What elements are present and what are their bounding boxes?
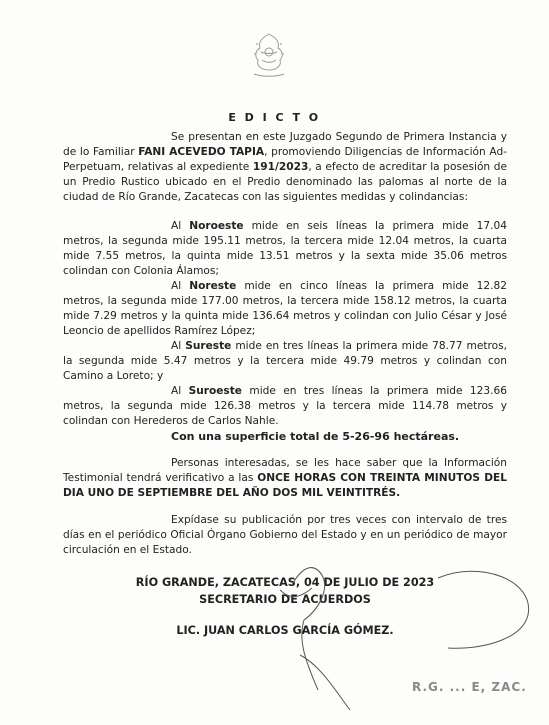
total-surface: Con una superficie total de 5-26-96 hectáreas. xyxy=(171,430,460,443)
edict-body xyxy=(63,130,507,639)
publication-paragraph: Expídase su publicación por tres veces con intervalo de tres días en el periódico Oficial Órgano Gobierno del Estado y en un periódico de mayor circulación en el Estado. xyxy=(63,514,507,556)
signer-name: LIC. JUAN CARLOS GARCÍA GÓMEZ. xyxy=(176,624,394,637)
hearing-paragraph: Personas interesadas, se les hace saber que la Información Testimonial tendrá verificativo a las ONCE HORAS CON TREINTA MINUTOS DEL DIA UNO DE SEPTIEMBRE DEL AÑO DOS MIL VEINTITRÉS. xyxy=(63,457,507,499)
boundary-suroeste: Al Suroeste mide en tres líneas la primera mide 123.66 metros, la segunda mide 126.38 metros y la tercera mide 114.78 metros y colindan con Herederos de Carlos Nahle. xyxy=(63,385,507,427)
place-date: RÍO GRANDE, ZACATECAS, 04 DE JULIO DE 2023 xyxy=(135,576,435,589)
signer-role: SECRETARIO DE ACUERDOS xyxy=(199,593,371,606)
court-stamp: R.G. ... E, ZAC. xyxy=(412,680,527,694)
document-title: E D I C T O xyxy=(228,111,321,124)
court-seal-icon xyxy=(246,30,292,82)
boundary-sureste: Al Sureste mide en tres líneas la primera mide 78.77 metros, la segunda mide 5.47 metros y la tercera mide 49.79 metros y colindan con Camino a Loreto; y xyxy=(63,340,507,382)
intro-paragraph: Se presentan en este Juzgado Segundo de Primera Instancia y de lo Familiar FANI ACEVEDO TAPIA, promoviendo Diligencias de Información Ad-Perpetuam, relativas al expediente 191/2023, a efecto de acreditar la posesión de un Predio Rustico ubicado en el Predio denominado las palomas al norte de la ciudad de Río Grande, Zacatecas con las siguientes medidas y colindancias: xyxy=(63,131,507,203)
boundary-noroeste: Al Noroeste mide en seis líneas la primera mide 17.04 metros, la segunda mide 195.11 metros, la tercera mide 12.04 metros, la cuarta mide 7.55 metros, la quinta mide 13.51 metros y la sexta mide 35.06 metros colindan con Colonia Álamos; xyxy=(63,220,507,277)
boundary-noreste: Al Noreste mide en cinco líneas la primera mide 12.82 metros, la segunda mide 177.00 metros, la tercera mide 158.12 metros, la cuarta mide 7.29 metros y la quinta mide 136.64 metros y colindan con Julio César y José Leoncio de apellidos Ramírez López; xyxy=(63,280,507,337)
